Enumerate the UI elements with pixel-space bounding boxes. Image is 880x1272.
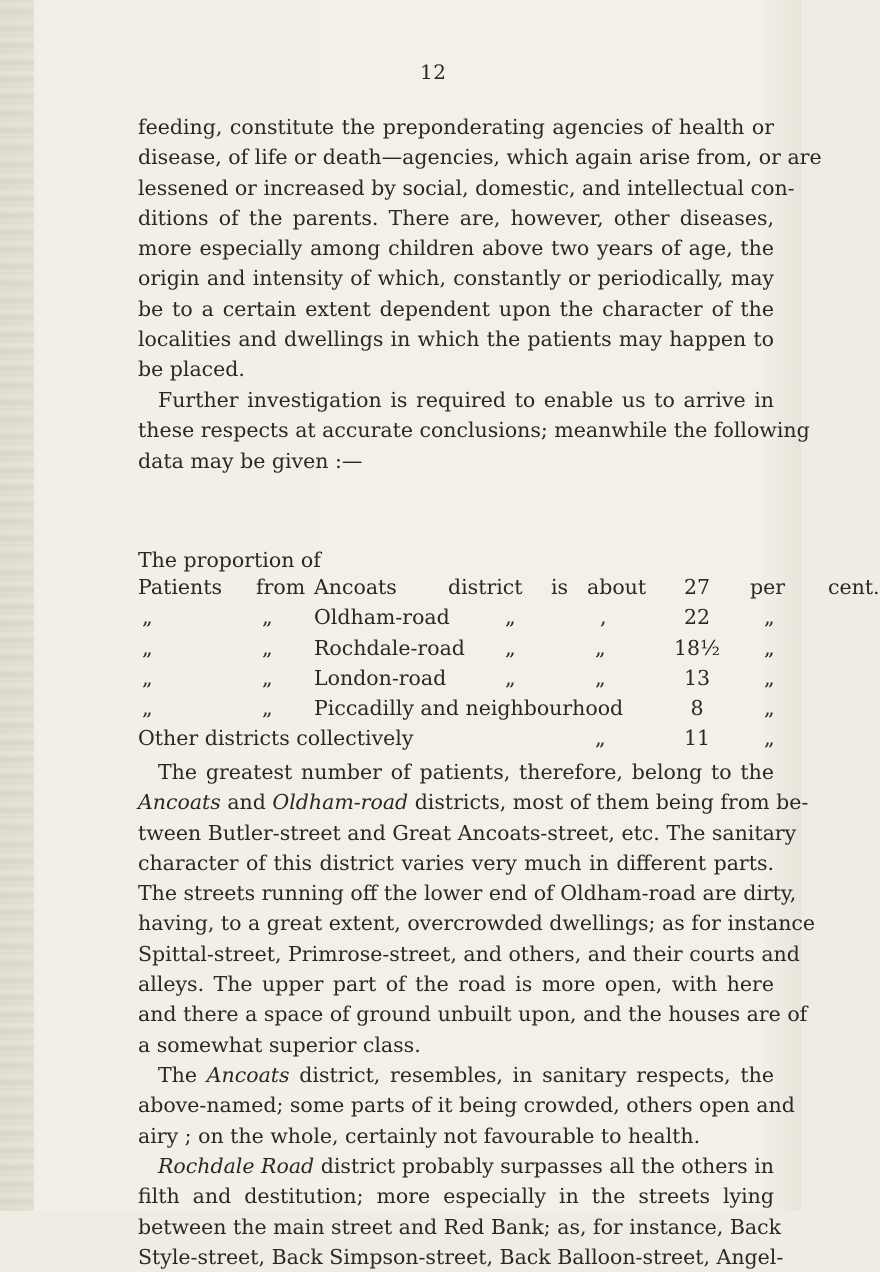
paragraph-5 — [138, 1151, 784, 1269]
cell-value: 11 — [683, 726, 711, 751]
text-line: between the main street and Red Bank; as, for instance, Back — [138, 1214, 782, 1239]
text-line: and there a space of ground unbuilt upon, and the houses are of — [138, 1002, 808, 1027]
text-line: Further investigation is required to enable us to arrive in — [158, 388, 774, 412]
cell-per: per — [750, 575, 786, 599]
text-line: airy ; on the whole, certainly not favourable to health. — [138, 1123, 701, 1148]
cell-is: is — [551, 575, 569, 599]
ditto-mark: „ — [764, 665, 775, 690]
emphasis-text: Oldham-road — [272, 790, 409, 815]
text-line: character of this district varies very much in different parts. — [138, 850, 774, 875]
cell-place: Ancoats — [314, 575, 397, 599]
table-row — [138, 575, 880, 605]
ditto-mark: „ — [764, 726, 775, 751]
cell-district: district — [448, 575, 523, 599]
ditto-mark: „ — [262, 665, 273, 690]
ditto-mark: „ — [595, 726, 606, 751]
ditto-mark: „ — [595, 635, 606, 660]
page-number: 12 — [420, 60, 447, 84]
text-line: ditions of the parents. There are, however, other diseases, — [138, 205, 774, 230]
text-line — [138, 1151, 774, 1181]
ditto-mark: „ — [505, 635, 516, 660]
text-line: more especially among children above two years of age, the — [138, 236, 774, 261]
paragraph-3 — [138, 757, 816, 1060]
ditto-mark: „ — [142, 696, 153, 721]
text-line: alleys. The upper part of the road is more open, with here — [138, 972, 774, 997]
text-span: district, resembles, in sanitary respects, the — [289, 1063, 774, 1087]
text-line: origin and intensity of which, constantly or periodically, may — [138, 266, 774, 291]
text-line: The greatest number of patients, therefore, belong to the — [158, 760, 774, 784]
text-line: filth and destitution; more especially in the streets lying — [138, 1184, 774, 1209]
ditto-mark: „ — [262, 605, 273, 630]
text-line: these respects at accurate conclusions; meanwhile the following — [138, 418, 810, 443]
page-binding-shadow — [0, 0, 34, 1211]
cell-place: Rochdale-road — [314, 635, 465, 660]
ditto-mark: „ — [142, 665, 153, 690]
text-span: and — [220, 790, 273, 815]
text-line: data may be given :— — [138, 448, 363, 473]
table-row — [138, 605, 790, 635]
cell-place: London-road — [314, 665, 447, 690]
cell-cent: cent. — [828, 575, 880, 599]
table-heading — [138, 545, 774, 575]
paragraph-2 — [138, 385, 810, 476]
ditto-mark: , — [600, 605, 607, 630]
ditto-mark: „ — [505, 605, 516, 630]
cell-place: Piccadilly and neighbourhood — [314, 696, 624, 721]
text-line: a somewhat superior class. — [138, 1032, 421, 1057]
cell-value: 8 — [690, 696, 704, 721]
cell-label: Patients — [138, 575, 222, 599]
text-line: having, to a great extent, overcrowded dwellings; as for instance — [138, 911, 816, 936]
cell-place: Oldham-road — [314, 605, 450, 630]
text-line: Spittal-street, Primrose-street, and others, and their courts and — [138, 941, 800, 966]
text-line: The streets running off the lower end of Oldham-road are dirty, — [138, 881, 797, 906]
text-line: above-named; some parts of it being crowded, others open and — [138, 1093, 795, 1118]
ditto-mark: „ — [142, 635, 153, 660]
ditto-mark: „ — [142, 605, 153, 630]
emphasis-text: Ancoats — [206, 1063, 290, 1087]
text-line: feeding, constitute the preponderating agencies of health or — [138, 115, 774, 139]
text-span: districts, most of them being from be- — [408, 790, 809, 815]
cell-label: Other districts collectively — [138, 726, 414, 751]
ditto-mark: „ — [505, 665, 516, 690]
cell-from: from — [256, 575, 306, 599]
text-line: lessened or increased by social, domestic, and intellectual con- — [138, 175, 795, 200]
paragraph-4 — [138, 1060, 795, 1151]
table-row — [138, 696, 790, 726]
text-line: be to a certain extent dependent upon the character of the — [138, 296, 774, 321]
emphasis-text: Rochdale Road — [158, 1154, 315, 1178]
emphasis-text: Ancoats — [138, 790, 221, 815]
text-line — [138, 787, 809, 817]
text-line: be placed. — [138, 357, 245, 382]
table-row — [138, 666, 790, 696]
text-line — [138, 1060, 774, 1090]
text-line: disease, of life or death—agencies, which again arise from, or are — [138, 145, 822, 170]
text-span: The — [158, 1063, 207, 1087]
ditto-mark: „ — [764, 635, 775, 660]
cell-value: 13 — [683, 665, 711, 690]
cell-value: 22 — [683, 605, 711, 630]
ditto-mark: „ — [262, 635, 273, 660]
ditto-mark: „ — [262, 696, 273, 721]
proportion-table — [138, 575, 880, 757]
ditto-mark: „ — [595, 665, 606, 690]
text-line: tween Butler-street and Great Ancoats-street, etc. The sanitary — [138, 820, 797, 845]
table-row — [138, 636, 790, 666]
cell-value: 27 — [683, 575, 711, 599]
cell-about: about — [587, 575, 647, 599]
cell-value: 18½ — [674, 635, 720, 660]
text-line: localities and dwellings in which the patients may happen to — [138, 327, 774, 352]
text-span: district probably surpasses all the others in — [314, 1154, 774, 1178]
text-line: Style-street, Back Simpson-street, Back Balloon-street, Angel- — [138, 1244, 784, 1269]
table-row — [138, 726, 790, 756]
ditto-mark: „ — [764, 605, 775, 630]
text-line: The proportion of — [138, 548, 321, 572]
ditto-mark: „ — [764, 696, 775, 721]
paragraph-1 — [138, 112, 822, 385]
